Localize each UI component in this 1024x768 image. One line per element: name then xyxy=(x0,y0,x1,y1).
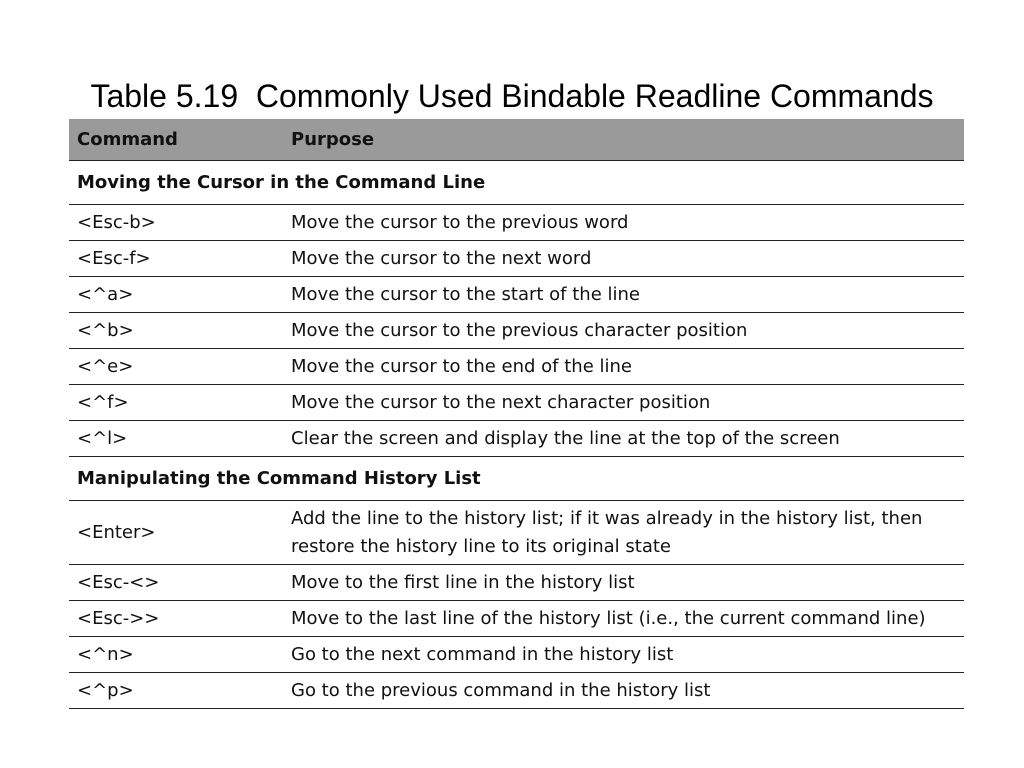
table-row xyxy=(69,501,964,565)
command-cell: <Esc-<> xyxy=(69,565,283,601)
table-row xyxy=(69,673,964,709)
table-row xyxy=(69,565,964,601)
command-cell: <Esc-f> xyxy=(69,241,283,277)
purpose-cell: Go to the previous command in the history list xyxy=(283,673,964,709)
command-cell: <Enter> xyxy=(69,501,283,565)
command-cell: <^p> xyxy=(69,673,283,709)
header-command: Command xyxy=(69,119,283,161)
purpose-cell: Go to the next command in the history list xyxy=(283,637,964,673)
purpose-cell: Move the cursor to the start of the line xyxy=(283,277,964,313)
command-cell: <Esc->> xyxy=(69,601,283,637)
purpose-cell: Clear the screen and display the line at the top of the screen xyxy=(283,421,964,457)
purpose-cell: Add the line to the history list; if it was already in the history list, then restore the history line to its original state xyxy=(283,501,964,565)
section-heading-row xyxy=(69,457,964,501)
page-title: Table 5.19 Commonly Used Bindable Readline Commands xyxy=(90,78,934,114)
table-row xyxy=(69,205,964,241)
purpose-cell: Move the cursor to the next character position xyxy=(283,385,964,421)
table-row xyxy=(69,385,964,421)
purpose-cell: Move to the last line of the history list (i.e., the current command line) xyxy=(283,601,964,637)
purpose-cell: Move the cursor to the end of the line xyxy=(283,349,964,385)
purpose-cell: Move the cursor to the previous character position xyxy=(283,313,964,349)
command-cell: <^l> xyxy=(69,421,283,457)
purpose-cell: Move the cursor to the previous word xyxy=(283,205,964,241)
command-cell: <^b> xyxy=(69,313,283,349)
purpose-cell: Move the cursor to the next word xyxy=(283,241,964,277)
command-cell: <^e> xyxy=(69,349,283,385)
readline-commands-table xyxy=(69,119,964,709)
table-row xyxy=(69,349,964,385)
section-heading-row xyxy=(69,161,964,205)
command-cell: <Esc-b> xyxy=(69,205,283,241)
table-row xyxy=(69,277,964,313)
table-row xyxy=(69,241,964,277)
header-purpose: Purpose xyxy=(283,119,964,161)
table-row xyxy=(69,601,964,637)
command-cell: <^f> xyxy=(69,385,283,421)
table-row xyxy=(69,313,964,349)
table-header-row xyxy=(69,119,964,161)
table-row xyxy=(69,421,964,457)
section-heading: Moving the Cursor in the Command Line xyxy=(69,161,964,205)
command-cell: <^n> xyxy=(69,637,283,673)
command-cell: <^a> xyxy=(69,277,283,313)
table-row xyxy=(69,637,964,673)
section-heading: Manipulating the Command History List xyxy=(69,457,964,501)
purpose-cell: Move to the first line in the history list xyxy=(283,565,964,601)
